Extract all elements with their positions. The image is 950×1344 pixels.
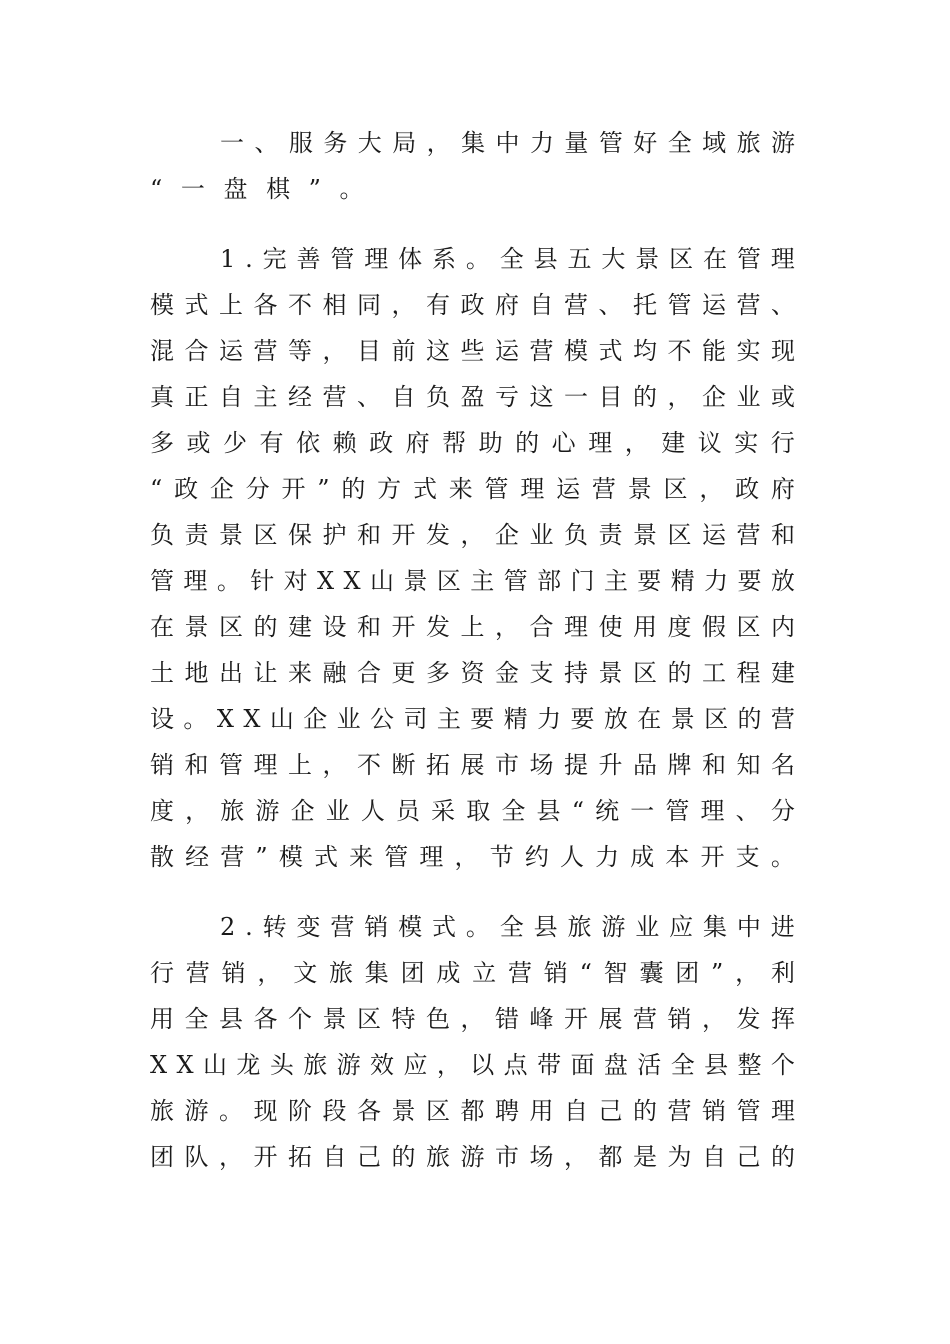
text-line: 设 。 X X 山 企 业 公 司 主 要 精 力 要 放 在 景 区 的 营 — [150, 705, 795, 733]
document-body — [150, 120, 795, 1180]
text-line: 度 ， 旅 游 企 业 人 员 采 取 全 县 “ 统 一 管 理 、 分 — [150, 797, 795, 825]
text-line: 散 经 营 ” 模 式 来 管 理 ， 节 约 人 力 成 本 开 支 。 — [150, 843, 795, 871]
text-line: “ 一 盘 棋 ” 。 — [150, 175, 364, 203]
text-line: 2 . 转 变 营 销 模 式 。 全 县 旅 游 业 应 集 中 进 — [220, 913, 795, 941]
text-line: 用 全 县 各 个 景 区 特 色 ， 错 峰 开 展 营 销 ， 发 挥 — [150, 1005, 795, 1033]
text-line: 土 地 出 让 来 融 合 更 多 资 金 支 持 景 区 的 工 程 建 — [150, 659, 795, 687]
paragraph-1 — [150, 236, 795, 880]
text-line: 在 景 区 的 建 设 和 开 发 上 ， 合 理 使 用 度 假 区 内 — [150, 613, 795, 641]
text-line: 管 理 。 针 对 X X 山 景 区 主 管 部 门 主 要 精 力 要 放 — [150, 567, 795, 595]
paragraph-2 — [150, 904, 795, 1180]
text-line: 团 队 ， 开 拓 自 己 的 旅 游 市 场 ， 都 是 为 自 己 的 — [150, 1143, 795, 1171]
paragraph-gap — [150, 880, 795, 904]
text-line: 行 营 销 ， 文 旅 集 团 成 立 营 销 “ 智 囊 团 ” ， 利 — [150, 959, 795, 987]
text-line: 模 式 上 各 不 相 同 ， 有 政 府 自 营 、 托 管 运 营 、 — [150, 291, 795, 319]
text-line: 多 或 少 有 依 赖 政 府 帮 助 的 心 理 ， 建 议 实 行 — [150, 429, 795, 457]
text-line: 混 合 运 营 等 ， 目 前 这 些 运 营 模 式 均 不 能 实 现 — [150, 337, 795, 365]
text-line: 一 、 服 务 大 局 ， 集 中 力 量 管 好 全 域 旅 游 — [220, 129, 795, 157]
paragraph-gap — [150, 212, 795, 236]
text-line: X X 山 龙 头 旅 游 效 应 ， 以 点 带 面 盘 活 全 县 整 个 — [150, 1051, 795, 1079]
section-heading — [150, 120, 795, 212]
text-line: 1 . 完 善 管 理 体 系 。 全 县 五 大 景 区 在 管 理 — [220, 245, 795, 273]
text-line: “ 政 企 分 开 ” 的 方 式 来 管 理 运 营 景 区 ， 政 府 — [150, 475, 795, 503]
text-line: 真 正 自 主 经 营 、 自 负 盈 亏 这 一 目 的 ， 企 业 或 — [150, 383, 795, 411]
text-line: 负 责 景 区 保 护 和 开 发 ， 企 业 负 责 景 区 运 营 和 — [150, 521, 795, 549]
text-line: 销 和 管 理 上 ， 不 断 拓 展 市 场 提 升 品 牌 和 知 名 — [150, 751, 795, 779]
text-line: 旅 游 。 现 阶 段 各 景 区 都 聘 用 自 己 的 营 销 管 理 — [150, 1097, 795, 1125]
